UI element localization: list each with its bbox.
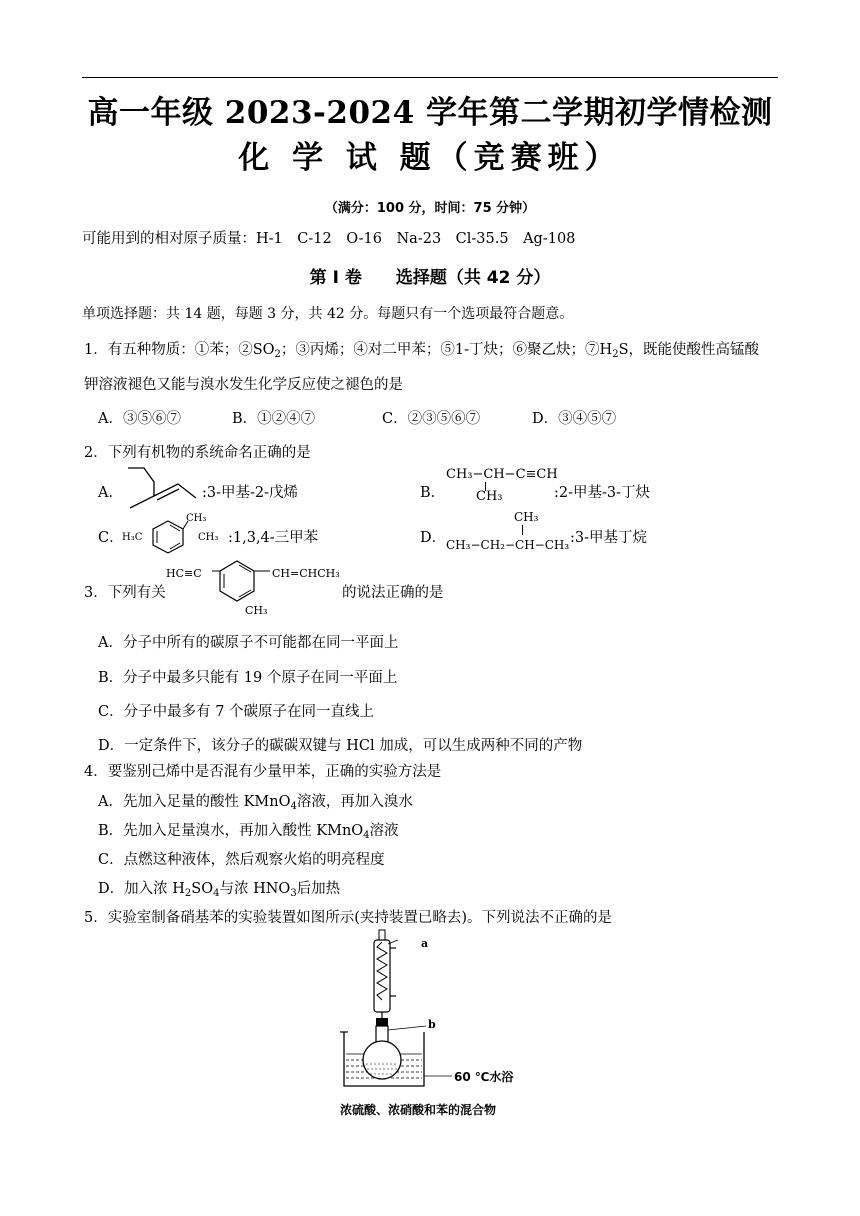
top-rule	[82, 77, 778, 78]
q1-option-c[interactable]: C．②③⑤⑥⑦	[382, 411, 481, 427]
q2-option-d[interactable]: D．	[420, 530, 447, 546]
q3-option-c[interactable]: C．分子中最多有 7 个碳原子在同一直线上	[98, 704, 375, 720]
q2-option-a[interactable]: A．	[98, 485, 123, 501]
q5-label-b: b	[428, 1018, 436, 1031]
q3-option-b[interactable]: B．分子中最多只能有 19 个原子在同一平面上	[98, 670, 398, 686]
q3-option-d[interactable]: D．一定条件下，该分子的碳碳双键与 HCl 加成，可以生成两种不同的产物	[98, 738, 583, 754]
q5-stem: 5．实验室制备硝基苯的实验装置如图所示(夹持装置已略去)。下列说法不正确的是	[84, 910, 613, 926]
q2-a-name: :3-甲基-2-戊烯	[202, 485, 299, 501]
q2-b-formula-top: CH₃−CH−C≡CH	[446, 467, 558, 482]
q2-c-ch3-top: CH₃	[186, 513, 207, 524]
q3-struct-bottom: CH₃	[245, 604, 268, 617]
q2-d-bond	[522, 525, 523, 535]
q2-option-b[interactable]: B．	[420, 485, 446, 501]
atomic-masses: 可能用到的相对原子质量：H-1 C-12 O-16 Na-23 Cl-35.5 Ag-108	[82, 231, 576, 247]
q2-c-name: :1,3,4-三甲苯	[228, 530, 319, 546]
exam-info: （满分：100 分，时间：75 分钟）	[324, 201, 536, 216]
q2-a-skeletal-structure	[120, 464, 200, 514]
q4-option-a[interactable]: A．先加入足量的酸性 KMnO$_4$溶液，再加入溴水	[98, 794, 413, 812]
exam-title: 高一年级 2023-2024 学年第二学期初学情检测	[87, 95, 773, 131]
q3-struct-left: HC≡C	[166, 567, 202, 580]
q2-b-name: :2-甲基-3-丁炔	[554, 485, 651, 501]
q2-b-formula-bottom: CH₃	[476, 489, 503, 504]
q2-d-name: :3-甲基丁烷	[570, 530, 648, 546]
q2-stem: 2．下列有机物的系统命名正确的是	[84, 445, 311, 461]
q5-caption: 浓硫酸、浓硝酸和苯的混合物	[340, 1103, 497, 1117]
q1-stem-line2: 钾溶液褪色又能与溴水发生化学反应使之褪色的是	[84, 377, 403, 393]
q3-option-a[interactable]: A．分子中所有的碳原子不可能都在同一平面上	[98, 635, 399, 651]
q1-option-a[interactable]: A．③⑤⑥⑦	[98, 411, 181, 427]
q1-option-d[interactable]: D．③④⑤⑦	[532, 411, 617, 427]
section-title: 第 Ⅰ 卷 选择题（共 42 分）	[309, 268, 551, 288]
q4-option-d[interactable]: D．加入浓 $H_2SO_4$与浓 $HNO_3$后加热	[98, 881, 341, 899]
q5-label-bath: 60 ℃水浴	[454, 1070, 514, 1084]
q3-benzene-ring	[212, 555, 272, 607]
q2-d-formula-top: CH₃	[514, 510, 539, 524]
q1-option-b[interactable]: B．①②④⑦	[232, 411, 316, 427]
exam-subtitle: 化 学 试 题（竞赛班）	[238, 140, 622, 176]
q3-stem-suffix: 的说法正确的是	[342, 585, 444, 601]
q2-c-ch3-left: H₃C	[122, 532, 143, 543]
q3-struct-right: CH=CHCH₃	[272, 567, 340, 580]
q4-stem: 4．要鉴别己烯中是否混有少量甲苯，正确的实验方法是	[84, 764, 442, 780]
q4-option-c[interactable]: C．点燃这种液体，然后观察火焰的明亮程度	[98, 852, 385, 868]
q1-stem-line1: 1．有五种物质：①苯；$②SO_2$；③丙烯；④对二甲苯；⑤1-丁炔；⑥聚乙炔；$⑦H_2S$，既能使酸性高锰酸	[84, 342, 760, 360]
q5-label-a: a	[421, 937, 429, 950]
q2-option-c[interactable]: C．	[98, 530, 124, 546]
q2-c-ch3-right: CH₃	[198, 532, 219, 543]
q3-stem-prefix: 3．下列有关	[84, 585, 166, 601]
q2-d-formula-bottom: CH₃−CH₂−CH−CH₃	[446, 538, 570, 552]
section-instructions: 单项选择题：共 14 题，每题 3 分，共 42 分。每题只有一个选项最符合题意。	[82, 306, 574, 322]
q4-option-b[interactable]: B．先加入足量溴水，再加入酸性 KMnO$_4$溶液	[98, 823, 399, 841]
